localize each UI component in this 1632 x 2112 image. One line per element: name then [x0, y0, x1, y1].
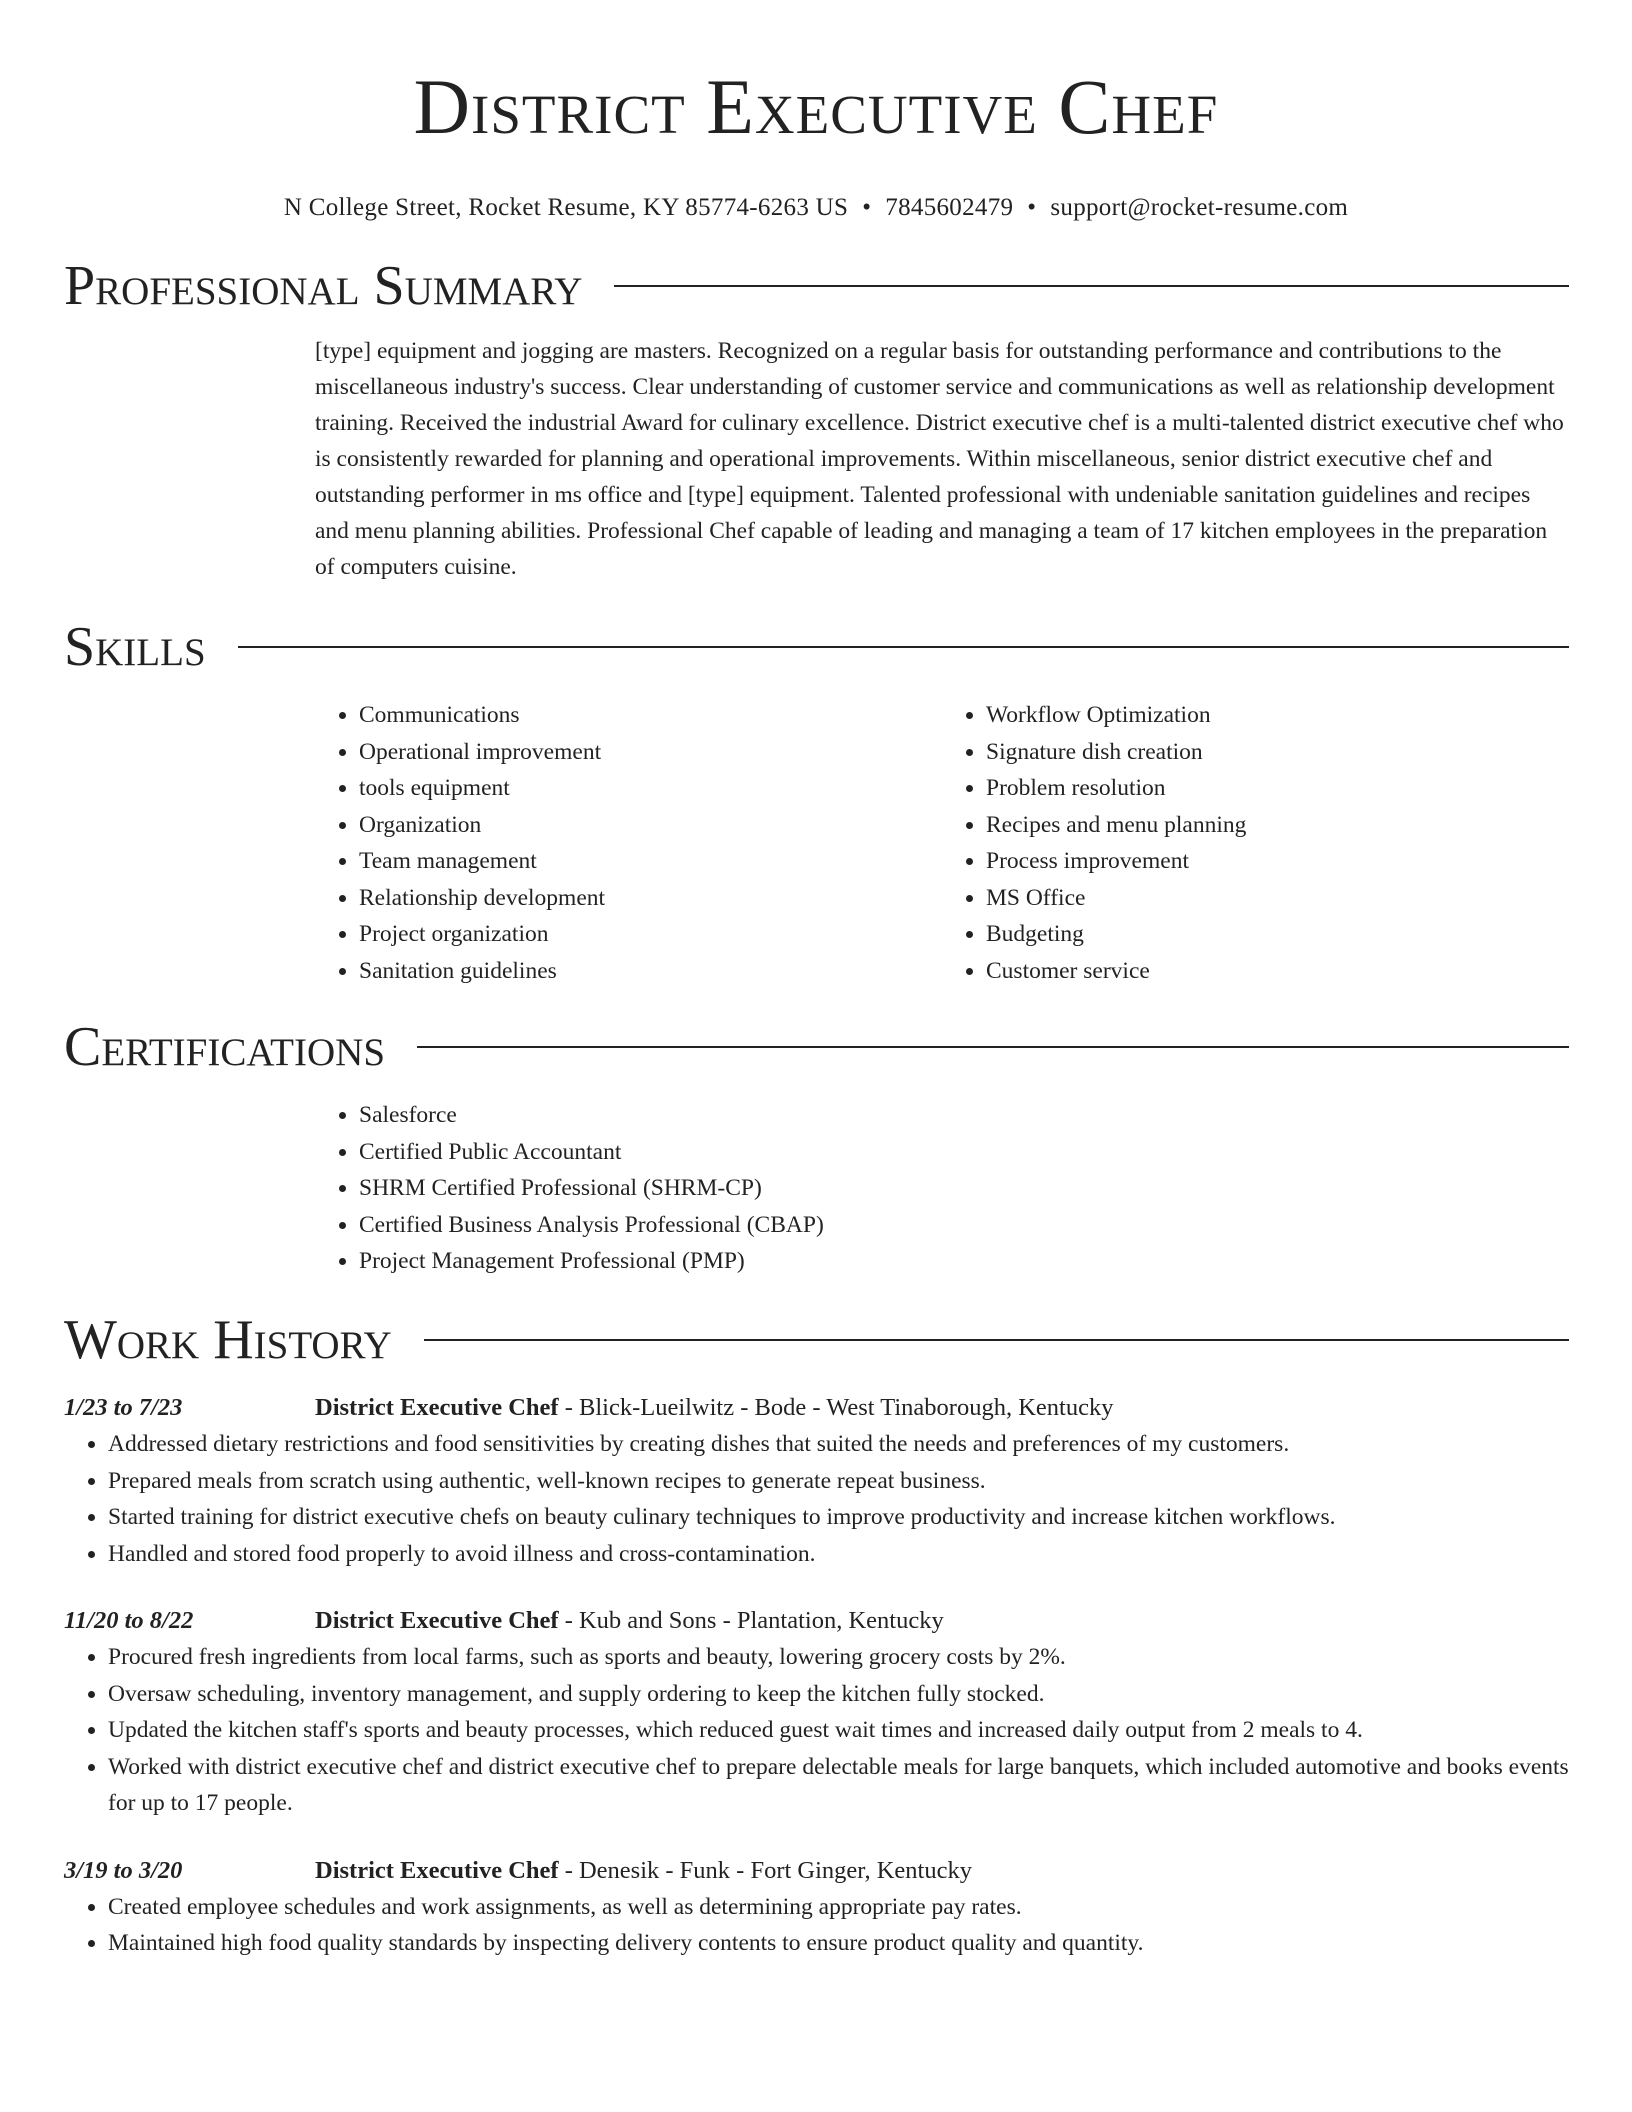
job-heading — [315, 1390, 1113, 1426]
job-entry — [64, 1603, 1569, 1822]
job-dates: 3/19 to 3/20 — [64, 1856, 183, 1884]
skills-columns — [315, 697, 1569, 989]
job-bullet: • Handled and stored food properly to avoid illness and cross-contamination. — [108, 1536, 1569, 1573]
job-header — [64, 1853, 1569, 1889]
section-title: Work History — [64, 1309, 392, 1371]
job-bullet: • Maintained high food quality standards by inspecting delivery contents to ensure product quality and quantity. — [108, 1925, 1569, 1962]
section-heading — [64, 1017, 1569, 1077]
certifications-body — [315, 1097, 1569, 1280]
job-heading — [315, 1603, 944, 1639]
job-bullet: • Prepared meals from scratch using authentic, well-known recipes to generate repeat business. — [108, 1463, 1569, 1500]
job-entry — [64, 1853, 1569, 1962]
section-title: Skills — [64, 616, 206, 678]
section-divider — [614, 285, 1569, 287]
section-heading — [64, 256, 1569, 316]
certification-item: • SHRM Certified Professional (SHRM-CP) — [359, 1170, 1569, 1207]
skill-item: • Problem resolution — [986, 770, 1569, 807]
job-bullet: • Addressed dietary restrictions and food sensitivities by creating dishes that suited the needs and preferences of my customers. — [108, 1426, 1569, 1463]
skill-item: • Customer service — [986, 953, 1569, 990]
professional-summary-section — [64, 256, 1569, 585]
section-title: Professional Summary — [64, 255, 583, 317]
contact-separator: • — [1027, 194, 1037, 221]
skill-item: • Sanitation guidelines — [359, 953, 942, 990]
job-bullet: • Started training for district executive chefs on beauty culinary techniques to improve productivity and increase kitchen workflows. — [108, 1499, 1569, 1536]
job-employer: - Denesik - Funk - Fort Ginger, Kentucky — [558, 1856, 972, 1884]
summary-body — [315, 333, 1569, 585]
skill-item: • Recipes and menu planning — [986, 807, 1569, 844]
certification-item: • Project Management Professional (PMP) — [359, 1243, 1569, 1280]
candidate-name: District Executive Chef — [413, 63, 1219, 150]
job-bullet: • Updated the kitchen staff's sports and beauty processes, which reduced guest wait times and increased daily output from 2 meals to 4. — [108, 1712, 1569, 1749]
job-entry — [64, 1390, 1569, 1572]
certification-item: • Certified Public Accountant — [359, 1134, 1569, 1171]
job-title: District Executive Chef — [315, 1394, 559, 1421]
skills-section — [64, 617, 1569, 989]
contact-separator: • — [862, 194, 872, 221]
section-title: Certifications — [64, 1016, 386, 1078]
job-header — [64, 1603, 1569, 1639]
job-dates: 11/20 to 8/22 — [64, 1607, 194, 1634]
job-employer: - Blick-Lueilwitz - Bode - West Tinaborough, Kentucky — [558, 1394, 1114, 1421]
skill-item: • Budgeting — [986, 916, 1569, 953]
section-heading — [64, 617, 1569, 677]
work-history-section — [64, 1310, 1569, 1962]
job-heading — [315, 1853, 972, 1889]
job-bullets — [64, 1426, 1569, 1572]
job-bullet: • Oversaw scheduling, inventory management, and supply ordering to keep the kitchen fully stocked. — [108, 1676, 1569, 1713]
section-divider — [417, 1046, 1569, 1048]
certifications-section — [64, 1017, 1569, 1280]
skill-item: • MS Office — [986, 880, 1569, 917]
job-header — [64, 1390, 1569, 1426]
skill-item: • Process improvement — [986, 843, 1569, 880]
skill-item: • Operational improvement — [359, 734, 942, 771]
skill-item: • Workflow Optimization — [986, 697, 1569, 734]
skill-item: • Project organization — [359, 916, 942, 953]
skills-list-right — [942, 697, 1569, 989]
contact-address: N College Street, Rocket Resume, KY 85774-6263 US — [283, 194, 849, 221]
skill-item: • Team management — [359, 843, 942, 880]
certifications-list — [315, 1097, 1569, 1280]
job-title: District Executive Chef — [315, 1856, 559, 1884]
skill-item: • Organization — [359, 807, 942, 844]
contact-email[interactable]: support@rocket-resume.com — [1050, 194, 1349, 221]
skill-item: • Relationship development — [359, 880, 942, 917]
contact-line — [0, 192, 1632, 224]
skills-list-left — [315, 697, 942, 989]
job-bullet: • Procured fresh ingredients from local farms, such as sports and beauty, lowering grocery costs by 2%. — [108, 1639, 1569, 1676]
section-divider — [238, 646, 1569, 648]
skill-item: • tools equipment — [359, 770, 942, 807]
job-dates: 1/23 to 7/23 — [64, 1394, 183, 1421]
section-divider — [424, 1339, 1569, 1341]
job-bullet: • Created employee schedules and work assignments, as well as determining appropriate pay rates. — [108, 1889, 1569, 1926]
summary-text: [type] equipment and jogging are masters. Recognized on a regular basis for outstanding performance and contributions to the miscellaneous industry's success. Clear understanding of customer service and communications as well as relationship development training. Received the industrial Award for culinary excellence. District executive chef is a multi-talented district executive chef who is consistently rewarded for planning and operational improvements. Within miscellaneous, senior district executive chef and outstanding performer in ms office and [type] equipment. Talented professional with undeniable sanitation guidelines and recipes and menu planning abilities. Professional Chef capable of leading and managing a team of 17 kitchen employees in the preparation of computers cuisine. — [315, 338, 1564, 580]
job-bullets — [64, 1889, 1569, 1962]
certification-item: • Certified Business Analysis Professional (CBAP) — [359, 1207, 1569, 1244]
job-bullet: • Worked with district executive chef and district executive chef to prepare delectable meals for large banquets, which included automotive and books events for up to 17 people. — [108, 1749, 1569, 1822]
job-employer: - Kub and Sons - Plantation, Kentucky — [558, 1607, 944, 1634]
skill-item: • Signature dish creation — [986, 734, 1569, 771]
contact-phone: 7845602479 — [885, 194, 1014, 221]
certification-item: • Salesforce — [359, 1097, 1569, 1134]
skill-item: • Communications — [359, 697, 942, 734]
resume-header — [0, 0, 1632, 224]
job-bullets — [64, 1639, 1569, 1822]
job-title: District Executive Chef — [315, 1607, 559, 1634]
section-heading — [64, 1310, 1569, 1370]
